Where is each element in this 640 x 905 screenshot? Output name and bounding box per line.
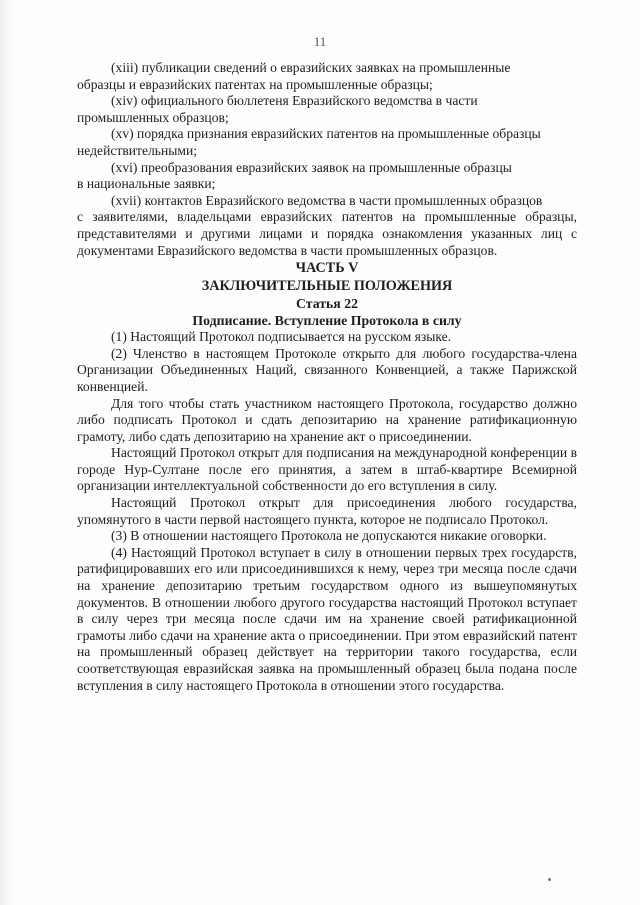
list-item (77, 193, 577, 259)
page-number: 11 (313, 34, 327, 49)
part-title: ЗАКЛЮЧИТЕЛЬНЫЕ ПОЛОЖЕНИЯ (201, 278, 453, 295)
list-item-first-line: (xv) порядка признания евразийских патентов на промышленные образцы (111, 126, 541, 142)
paragraph: Настоящий Протокол открыт для подписания на международной конференции в городе Нур-Султане после его принятия, а затем в штаб-квартире Всемирной организации интеллектуальной собственности до его вступления в силу. (77, 445, 577, 494)
list-item-continuation: образцы и евразийских патентах на промышленные образцы; (77, 76, 433, 92)
list-item-first-line: (xiv) официального бюллетеня Евразийского ведомства в части (111, 93, 478, 109)
list-item-continuation: с заявителями, владельцами евразийских патентов на промышленные образцы, представителями и другими лицами и порядка ознакомления указанных лиц с документами Евразийского ведомства в части промышленных образцов. (77, 209, 577, 258)
list-item-continuation: в национальные заявки; (77, 176, 216, 192)
paragraph: (4) Настоящий Протокол вступает в силу в отношении первых трех государств, ратифицировавших его или присоединившихся к нему, через три месяца после сдачи на хранение депозитарию третьим государством одного из вышеупомянутых документов. В отношении любого другого государства настоящий Протокол вступает в силу через три месяца после сдачи им на хранение своей ратификационной грамоты либо сдачи на хранение акта о присоединении. При этом евразийский патент на промышленный образец действует на территории такого государства, если соответствующая евразийская заявка на промышленный образец была подана после вступления в силу настоящего Протокола в отношении этого государства. (77, 544, 577, 693)
list-item (77, 126, 577, 159)
document-body (77, 60, 577, 694)
scan-edge-shadow (0, 0, 14, 905)
article-title: Подписание. Вступление Протокола в силу (192, 313, 462, 329)
list-item (77, 60, 577, 93)
paragraph: (1) Настоящий Протокол подписывается на русском языке. (111, 329, 452, 345)
scan-speck (548, 878, 551, 881)
part-number: ЧАСТЬ V (295, 260, 359, 277)
list-item-first-line: (xvi) преобразования евразийских заявок на промышленные образцы (111, 159, 512, 175)
article-number: Статья 22 (295, 296, 359, 312)
list-item (77, 93, 577, 126)
list-item-continuation: недействительными; (77, 142, 198, 158)
list-item-continuation: промышленных образцов; (77, 109, 229, 125)
paragraph: Для того чтобы стать участником настоящего Протокола, государство должно либо подписать Протокол и сдать депозитарию на хранение ратификационную грамоту, либо сдать депозитарию на хранение акт о присоединении. (77, 395, 577, 444)
paragraph: Настоящий Протокол открыт для присоединения любого государства, упомянутого в части первой настоящего пункта, которое не подписало Протокол. (77, 495, 577, 527)
list-item (77, 160, 577, 193)
paragraph: (2) Членство в настоящем Протоколе открыто для любого государства-члена Организации Объединенных Наций, связанного Конвенцией, а также Парижской конвенцией. (77, 345, 577, 394)
paragraph: (3) В отношении настоящего Протокола не допускаются никакие оговорки. (111, 528, 547, 544)
list-item-first-line: (xiii) публикации сведений о евразийских заявках на промышленные (111, 60, 511, 75)
list-item-first-line: (xvii) контактов Евразийского ведомства в части промышленных образцов (111, 192, 543, 208)
